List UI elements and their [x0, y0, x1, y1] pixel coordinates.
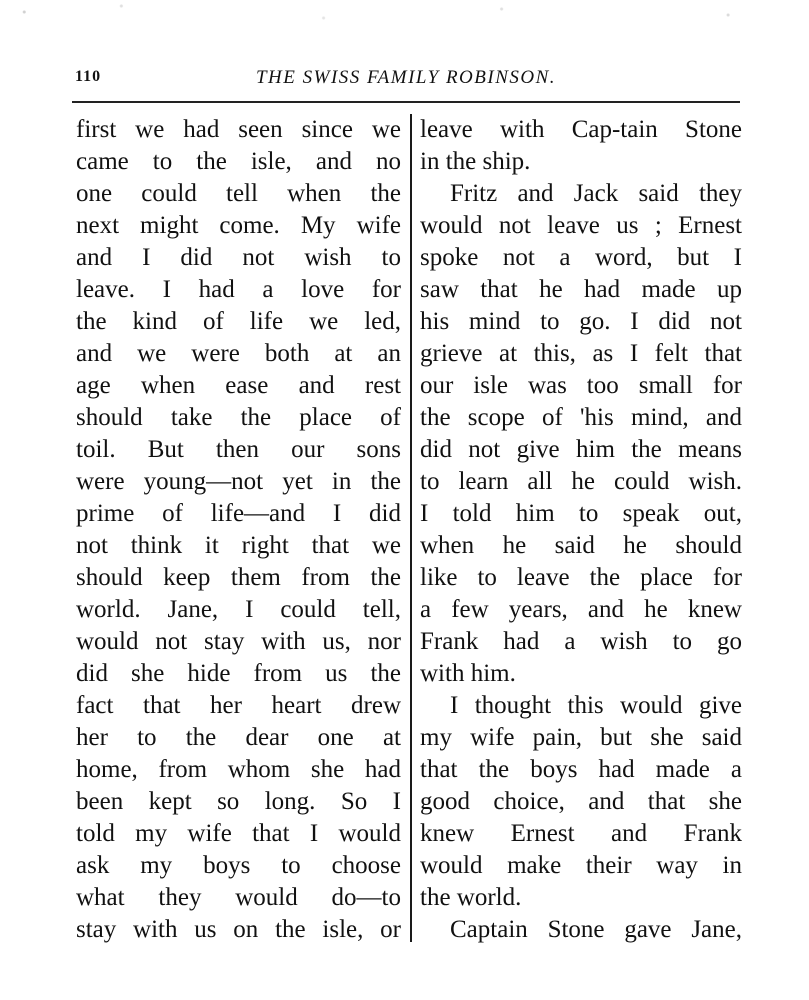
header-rule: [72, 101, 740, 103]
text-line: that the boys had made a: [420, 756, 742, 783]
text-line: toil. But then our sons: [76, 436, 401, 463]
text-line: Frank had a wish to go: [420, 628, 742, 655]
text-line: our isle was too small for: [420, 372, 742, 399]
text-line: prime of life—and I did: [76, 500, 401, 527]
text-line: when he said he should: [420, 532, 742, 559]
text-line: leave with Cap-tain Stone: [420, 116, 742, 143]
text-line: been kept so long. So I: [76, 788, 401, 815]
text-line: would not leave us ; Ernest: [420, 212, 742, 239]
text-line: came to the isle, and no: [76, 148, 401, 175]
text-line: one could tell when the: [76, 180, 401, 207]
text-line: the world.: [420, 884, 522, 911]
right-text-column: [420, 114, 742, 946]
text-line: would not stay with us, nor: [76, 628, 401, 655]
text-line: ask my boys to choose: [76, 852, 401, 879]
text-line: stay with us on the isle, or: [76, 916, 401, 943]
text-line: home, from whom she had: [76, 756, 401, 783]
text-line: saw that he had made up: [420, 276, 742, 303]
page-header: [72, 62, 740, 94]
text-line: and we were both at an: [76, 340, 401, 367]
text-line: world. Jane, I could tell,: [76, 596, 401, 623]
text-line: knew Ernest and Frank: [420, 820, 742, 847]
paper-speckle: [0, 0, 809, 60]
text-line: age when ease and rest: [76, 372, 401, 399]
text-line: her to the dear one at: [76, 724, 401, 751]
text-line: the scope of 'his mind, and: [420, 404, 742, 431]
text-line: did not give him the means: [420, 436, 742, 463]
text-line: would make their way in: [420, 852, 742, 879]
text-line: did she hide from us the: [76, 660, 401, 687]
column-divider: [410, 114, 412, 942]
text-line: first we had seen since we: [76, 116, 401, 143]
text-line: fact that her heart drew: [76, 692, 401, 719]
text-line: good choice, and that she: [420, 788, 742, 815]
text-line: not think it right that we: [76, 532, 401, 559]
text-line: Fritz and Jack said they: [450, 180, 742, 207]
text-line: to learn all he could wish.: [420, 468, 742, 495]
text-line: next might come. My wife: [76, 212, 401, 239]
text-line: in the ship.: [420, 148, 531, 175]
text-line: what they would do—to: [76, 884, 401, 911]
text-line: were young—not yet in the: [76, 468, 401, 495]
text-line: should keep them from the: [76, 564, 401, 591]
left-text-column: [76, 114, 401, 946]
text-line: with him.: [420, 660, 516, 687]
text-line: told my wife that I would: [76, 820, 401, 847]
text-line: like to leave the place for: [420, 564, 742, 591]
text-line: and I did not wish to: [76, 244, 401, 271]
text-line: leave. I had a love for: [76, 276, 401, 303]
running-title: THE SWISS FAMILY ROBINSON.: [255, 67, 557, 88]
text-line: the kind of life we led,: [76, 308, 401, 335]
text-line: Captain Stone gave Jane,: [450, 916, 742, 943]
text-line: a few years, and he knew: [420, 596, 742, 623]
text-line: I thought this would give: [450, 692, 742, 719]
text-line: should take the place of: [76, 404, 401, 431]
text-line: grieve at this, as I felt that: [420, 340, 742, 367]
text-line: spoke not a word, but I: [420, 244, 742, 271]
text-line: his mind to go. I did not: [420, 308, 742, 335]
page-number: 110: [75, 68, 102, 85]
text-line: my wife pain, but she said: [420, 724, 742, 751]
text-line: I told him to speak out,: [420, 500, 742, 527]
